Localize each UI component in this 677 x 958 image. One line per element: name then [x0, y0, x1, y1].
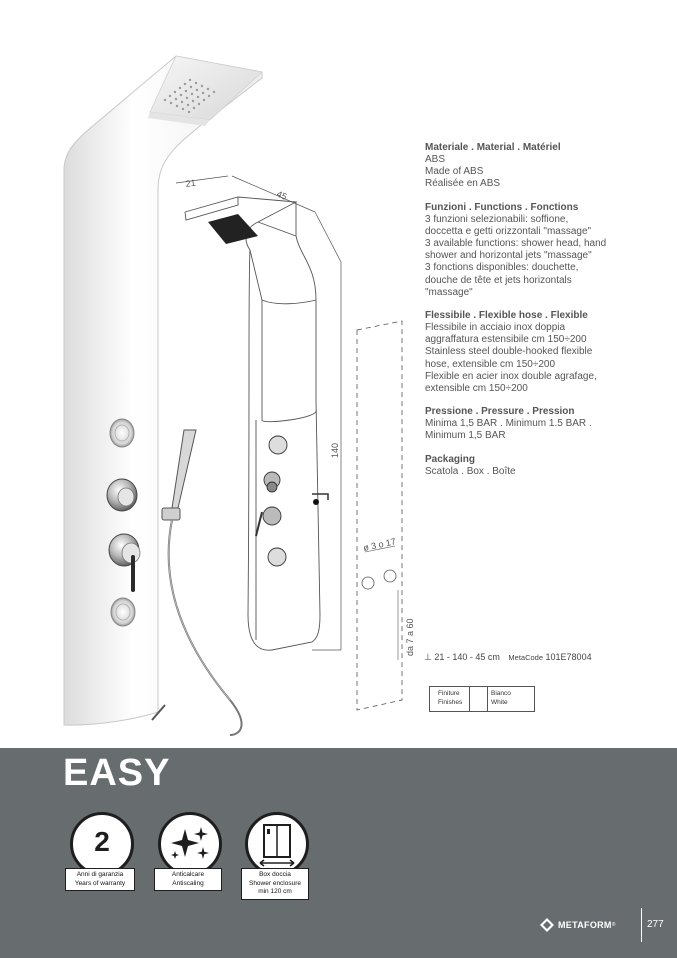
spec-line: "massage" [425, 286, 473, 298]
metacode-value: 101E78004 [545, 652, 592, 662]
spec-line: Réalisée en ABS [425, 178, 501, 190]
brand-mark: ® [611, 922, 616, 928]
shower-enclosure-icon [248, 815, 306, 873]
hole-dia-label: ø 3 o 17 [362, 536, 397, 553]
enclosure-circle [245, 812, 309, 876]
spec-line: shower and horizontal jets "massage" [425, 250, 592, 262]
enclosure-label [241, 868, 309, 900]
page-separator [641, 908, 642, 942]
spec-line: hose, extensible cm 150÷200 [425, 358, 556, 370]
massage-jet-top [110, 419, 134, 447]
warranty-line-1: Anni di garanzia [76, 871, 124, 878]
enclosure-line-2: Shower enclosure [248, 879, 302, 887]
page-number: 277 [647, 919, 664, 930]
height-dim-label: 140 [330, 442, 340, 458]
spec-title: Funzioni . Functions . Fonctions [425, 201, 579, 213]
depth-dim-label: 21 [184, 177, 197, 189]
shower-panel-photo [64, 56, 262, 735]
spec-line: Flessibile in acciaio inox doppia [425, 322, 566, 334]
warranty-label [65, 868, 135, 891]
finish-label-en: Finishes [438, 698, 463, 706]
spec-line: Minima 1,5 BAR . Minimum 1.5 BAR . [425, 418, 592, 430]
finish-box [429, 686, 535, 712]
massage-jet-bottom [111, 598, 135, 626]
spec-line: 3 funzioni selezionabili: soffione, [425, 213, 569, 225]
finish-value-it: Bianco [491, 690, 511, 697]
anticalc-line-1: Anticalcare [171, 871, 205, 878]
finish-labels [438, 690, 462, 707]
spec-line: 3 fonctions disponibles: douchette, [425, 262, 579, 274]
spec-pressure [425, 406, 625, 442]
spec-line: ABS [425, 154, 446, 165]
product-name: EASY [63, 752, 171, 794]
finish-swatch [469, 687, 488, 711]
finish-values [491, 690, 511, 707]
spec-hose [425, 310, 625, 395]
enclosure-line-3: min 120 cm [258, 888, 292, 895]
spec-line: aggraffatura estensibile cm 150÷200 [425, 334, 587, 346]
spec-line: extensible cm 150÷200 [425, 383, 528, 395]
spec-material [425, 142, 625, 191]
warranty-circle [70, 812, 134, 876]
dimensions-value: 21 - 140 - 45 cm [434, 652, 500, 662]
anticalc-label [154, 868, 222, 891]
brand-name: METAFORM [558, 920, 612, 930]
selector-knob [107, 479, 137, 511]
technical-drawing [176, 176, 402, 710]
product-illustration [0, 0, 430, 740]
metacode-label: MetaCode [508, 653, 544, 662]
spec-line: Flexible en acier inox double agrafage, [425, 370, 597, 382]
warranty-years: 2 [94, 826, 110, 857]
specifications [425, 142, 625, 489]
spec-line: doccetta e getti orizzontali "massage" [425, 225, 592, 237]
hole-span-label: da 7 a 60 [405, 618, 415, 656]
spec-packaging [425, 454, 625, 478]
sparkle-icon [161, 815, 219, 873]
warranty-line-2: Years of warranty [74, 879, 126, 887]
width-dim-label: 45 [275, 188, 289, 202]
drawing-labels [185, 178, 415, 656]
finish-label-it: Finiture [438, 690, 460, 697]
spec-line: Stainless steel double-hooked flexible [425, 346, 593, 358]
brand-logo [540, 915, 615, 935]
spec-line: Made of ABS [425, 166, 484, 178]
spec-title: Flessibile . Flexible hose . Flexible [425, 310, 588, 322]
metaform-logo-icon [540, 918, 554, 932]
spec-line: 3 available functions: shower head, hand [425, 238, 607, 250]
hand-shower [152, 430, 242, 735]
spec-line: douche de tête et jets horizontals [425, 274, 572, 286]
spec-title: Materiale . Material . Matériel [425, 142, 561, 153]
anticalc-circle [158, 812, 222, 876]
spec-line: Minimum 1,5 BAR [425, 430, 506, 442]
finish-value-en: White [491, 698, 508, 706]
spec-functions [425, 202, 625, 299]
spec-line: Scatola . Box . Boîte [425, 465, 516, 477]
drawing-rain-head [208, 214, 258, 244]
dimension-icon: ⊥ [424, 652, 432, 662]
dimensions-line [424, 652, 592, 663]
enclosure-line-1: Box doccia [259, 871, 291, 878]
spec-title: Pressione . Pressure . Pression [425, 406, 575, 418]
spec-title: Packaging [425, 453, 476, 465]
anticalc-line-2: Antiscaling [172, 879, 204, 887]
